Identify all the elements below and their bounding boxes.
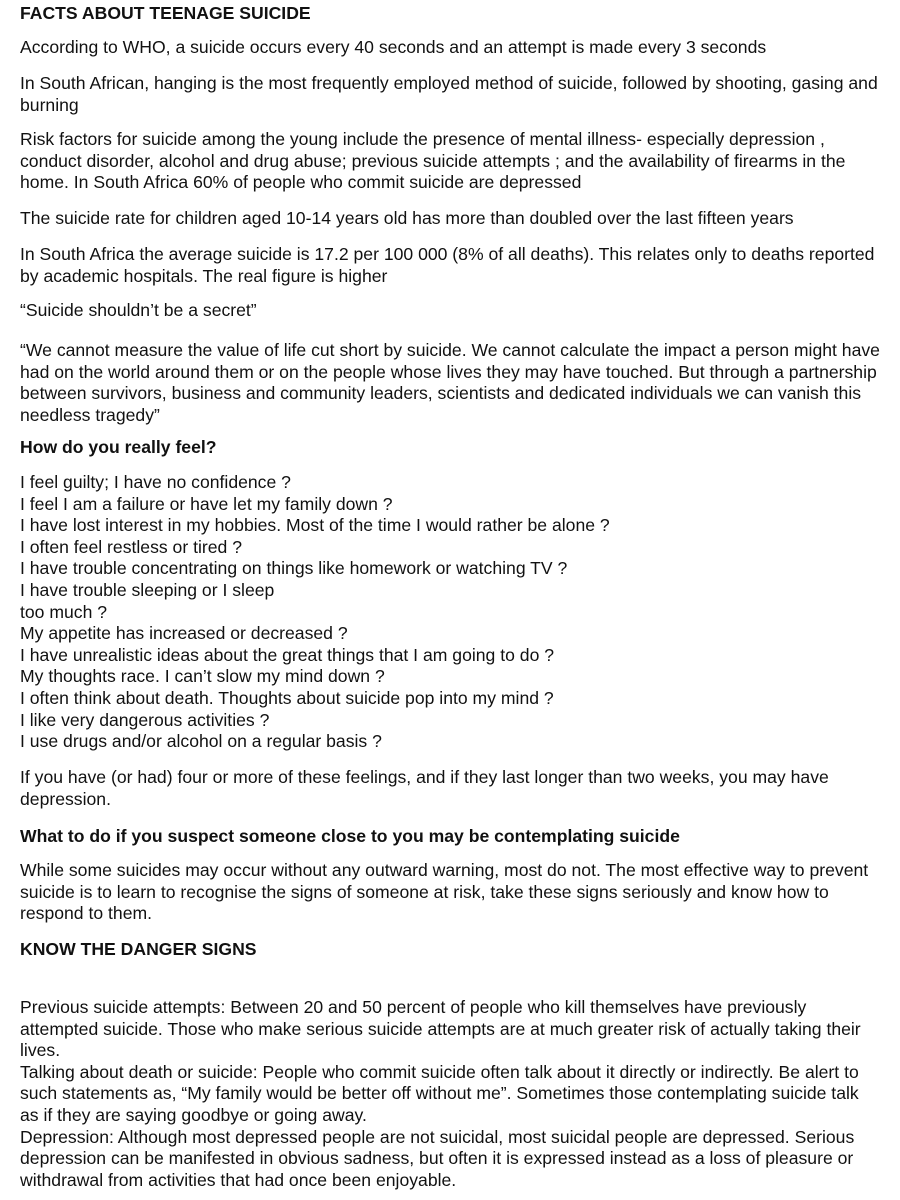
document-title: FACTS ABOUT TEENAGE SUICIDE xyxy=(20,3,311,23)
list-item: My appetite has increased or decreased ? xyxy=(20,623,348,644)
list-item: I often feel restless or tired ? xyxy=(20,536,242,557)
danger-sign-previous-attempts: Previous suicide attempts: Between 20 and 50 percent of people who kill themselves have previously attempted suicide. Those who make serious suicide attempts are at much greater risk of actually taking their lives. xyxy=(20,997,861,1061)
feelings-conclusion: If you have (or had) four or more of these feelings, and if they last longer than two weeks, you may have depression. xyxy=(20,767,829,809)
list-item: I have unrealistic ideas about the great things that I am going to do ? xyxy=(20,644,555,665)
list-item: I have trouble sleeping or I sleep xyxy=(20,579,275,600)
list-item: I have lost interest in my hobbies. Most of the time I would rather be alone ? xyxy=(20,515,610,536)
list-item: I feel guilty; I have no confidence ? xyxy=(20,472,291,492)
fact-methods: In South African, hanging is the most frequently employed method of suicide, followed by shooting, gasing and burning xyxy=(20,73,878,115)
fact-risk-factors: Risk factors for suicide among the young include the presence of mental illness- especially depression , conduct disorder, alcohol and drug abuse; previous suicide attempts ; and the availability of firearms in the home. In South Africa 60% of people who commit suicide are depressed xyxy=(20,129,846,193)
list-item: I use drugs and/or alcohol on a regular basis ? xyxy=(20,731,382,752)
list-item: I like very dangerous activities ? xyxy=(20,709,270,730)
suspect-heading: What to do if you suspect someone close to you may be contemplating suicide xyxy=(20,826,680,846)
danger-sign-talking-about-death: Talking about death or suicide: People who commit suicide often talk about it directly or indirectly. Be alert to such statements as, “My family would be better off without me”. Sometimes those contemplating suicide talk as if they are saying goodbye or going away. xyxy=(20,1061,859,1125)
fact-children-rate: The suicide rate for children aged 10-14 years old has more than doubled over the last fifteen years xyxy=(20,208,794,228)
list-item: too much ? xyxy=(20,601,108,622)
danger-signs-heading: KNOW THE DANGER SIGNS xyxy=(20,939,257,959)
feelings-checklist xyxy=(20,472,882,753)
list-item: I often think about death. Thoughts about suicide pop into my mind ? xyxy=(20,687,554,708)
list-item: I have trouble concentrating on things like homework or watching TV ? xyxy=(20,558,568,579)
quote-secret: “Suicide shouldn’t be a secret” xyxy=(20,300,257,320)
danger-signs-list xyxy=(20,997,882,1191)
suspect-text: While some suicides may occur without any outward warning, most do not. The most effective way to prevent suicide is to learn to recognise the signs of someone at risk, take these signs seriously and know how to respond to them. xyxy=(20,860,869,924)
quote-value-of-life: “We cannot measure the value of life cut short by suicide. We cannot calculate the impact a person might have had on the world around them or on the people whose lives they may have touched. But through a partnership between survivors, business and community leaders, scientists and dedicated individuals we can vanish this needless tragedy” xyxy=(20,340,880,425)
fact-who-frequency: According to WHO, a suicide occurs every 40 seconds and an attempt is made every 3 seconds xyxy=(20,37,767,57)
feel-heading: How do you really feel? xyxy=(20,437,217,457)
danger-sign-depression: Depression: Although most depressed people are not suicidal, most suicidal people are depressed. Serious depression can be manifested in obvious sadness, but often it is expressed instead as a loss of pleasure or withdrawal from activities that had once been enjoyable. xyxy=(20,1126,855,1190)
fact-average-rate: In South Africa the average suicide is 17.2 per 100 000 (8% of all deaths). This relates only to deaths reported by academic hospitals. The real figure is higher xyxy=(20,244,875,286)
list-item: My thoughts race. I can’t slow my mind down ? xyxy=(20,666,385,687)
list-item: I feel I am a failure or have let my family down ? xyxy=(20,493,393,514)
